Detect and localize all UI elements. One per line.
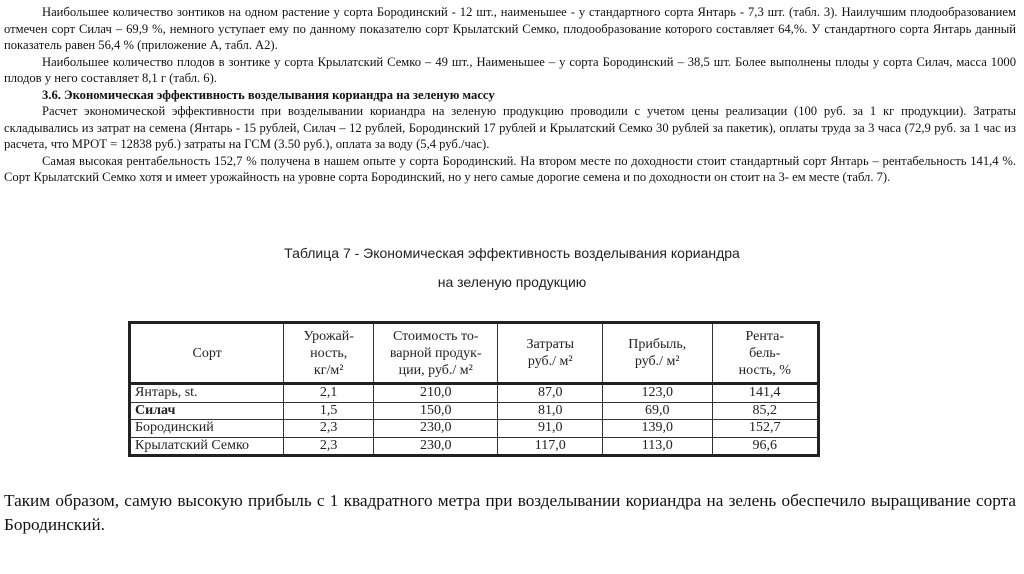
cell-value: 230,0 <box>374 420 498 438</box>
cell-profit: 123,0 <box>602 384 712 403</box>
body-text <box>4 4 1016 186</box>
table-caption-line-1: Таблица 7 - Экономическая эффективность возделывания кориандра <box>284 245 740 261</box>
cell-costs: 81,0 <box>498 402 603 420</box>
cell-profit: 69,0 <box>602 402 712 420</box>
table-row <box>130 402 819 420</box>
paragraph-3: Расчет экономической эффективности при возделывании кориандра на зеленую продукцию проводили с учетом цены реализации (100 руб. за 1 кг продукции). Затраты складывались из затрат на семена (Янтарь - 15 рублей, Силач – 12 рублей, Бородинский 17 рублей и Крылатский Семко 30 рублей за пакетик), оплаты труда за 3 часа (72,9 руб. за 1 час из расчета, что МРОТ = 12838 руб.) затраты на ГСМ (3.50 руб.), оплата за воду (5,4 руб./час). <box>4 104 1016 151</box>
paragraph-4: Самая высокая рентабельность 152,7 % получена в нашем опыте у сорта Бородинский. На втором месте по доходности стоит стандартный сорт Янтарь – рентабельность 141,4 %. Сорт Крылатский Семко хотя и имеет урожайность на уровне сорта Бородинский, но у него самые дорогие семена и по доходности он стоит на 3- ем месте (табл. 7). <box>4 153 1016 184</box>
cell-value: 230,0 <box>374 437 498 456</box>
header-yield: Урожай- ность, кг/м² <box>284 323 374 384</box>
header-profitability: Рента- бель- ность, % <box>712 323 818 384</box>
cell-profit: 113,0 <box>602 437 712 456</box>
cell-variety: Крылатский Семко <box>130 437 284 456</box>
cell-costs: 87,0 <box>498 384 603 403</box>
cell-profit: 139,0 <box>602 420 712 438</box>
cell-value: 210,0 <box>374 384 498 403</box>
cell-yield: 2,1 <box>284 384 374 403</box>
cell-variety: Янтарь, st. <box>130 384 284 403</box>
cell-costs: 117,0 <box>498 437 603 456</box>
table-row <box>130 437 819 456</box>
paragraph-1: Наибольшее количество зонтиков на одном растение у сорта Бородинский - 12 шт., наименьшее - у стандартного сорта Янтарь - 7,3 шт. (табл. 3). Наилучшим плодообразованием отмечен сорт Силач – 69,9 %, немного уступает ему по данному показателю сорт Крылатский Семко, плодообразование которого составляет 64,%. У стандартного сорта Янтарь данный показатель равен 56,4 % (приложение А, табл. А2). <box>4 5 1016 52</box>
table-header-row <box>130 323 819 384</box>
cell-yield: 2,3 <box>284 420 374 438</box>
section-heading: 3.6. Экономическая эффективность возделывания кориандра на зеленую массу <box>42 87 495 102</box>
cell-yield: 1,5 <box>284 402 374 420</box>
cell-profitability: 96,6 <box>712 437 818 456</box>
header-costs: Затраты руб./ м² <box>498 323 603 384</box>
cell-costs: 91,0 <box>498 420 603 438</box>
header-product-value: Стоимость то- варной продук- ции, руб./ м² <box>374 323 498 384</box>
table-row <box>130 420 819 438</box>
cell-yield: 2,3 <box>284 437 374 456</box>
header-profit: Прибыль, руб./ м² <box>602 323 712 384</box>
conclusion-text: Таким образом, самую высокую прибыль с 1 квадратного метра при возделывании кориандра на зелень обеспечило выращивание сорта Бородинский. <box>4 491 1016 534</box>
cell-profitability: 141,4 <box>712 384 818 403</box>
cell-profitability: 152,7 <box>712 420 818 438</box>
cell-variety: Бородинский <box>130 420 284 438</box>
economic-efficiency-table <box>128 321 820 457</box>
table-caption-line-2: на зеленую продукцию <box>437 274 587 290</box>
cell-variety: Силач <box>130 402 284 420</box>
paragraph-2: Наибольшее количество плодов в зонтике у сорта Крылатский Семко – 49 шт., Наименьшее – у сорта Бородинский – 38,5 шт. Более выполнены плоды у сорта Силач, масса 1000 плодов у него составляет 8,1 г (табл. 6). <box>4 54 1016 85</box>
header-variety: Сорт <box>130 323 284 384</box>
cell-value: 150,0 <box>374 402 498 420</box>
cell-profitability: 85,2 <box>712 402 818 420</box>
table-row <box>130 384 819 403</box>
